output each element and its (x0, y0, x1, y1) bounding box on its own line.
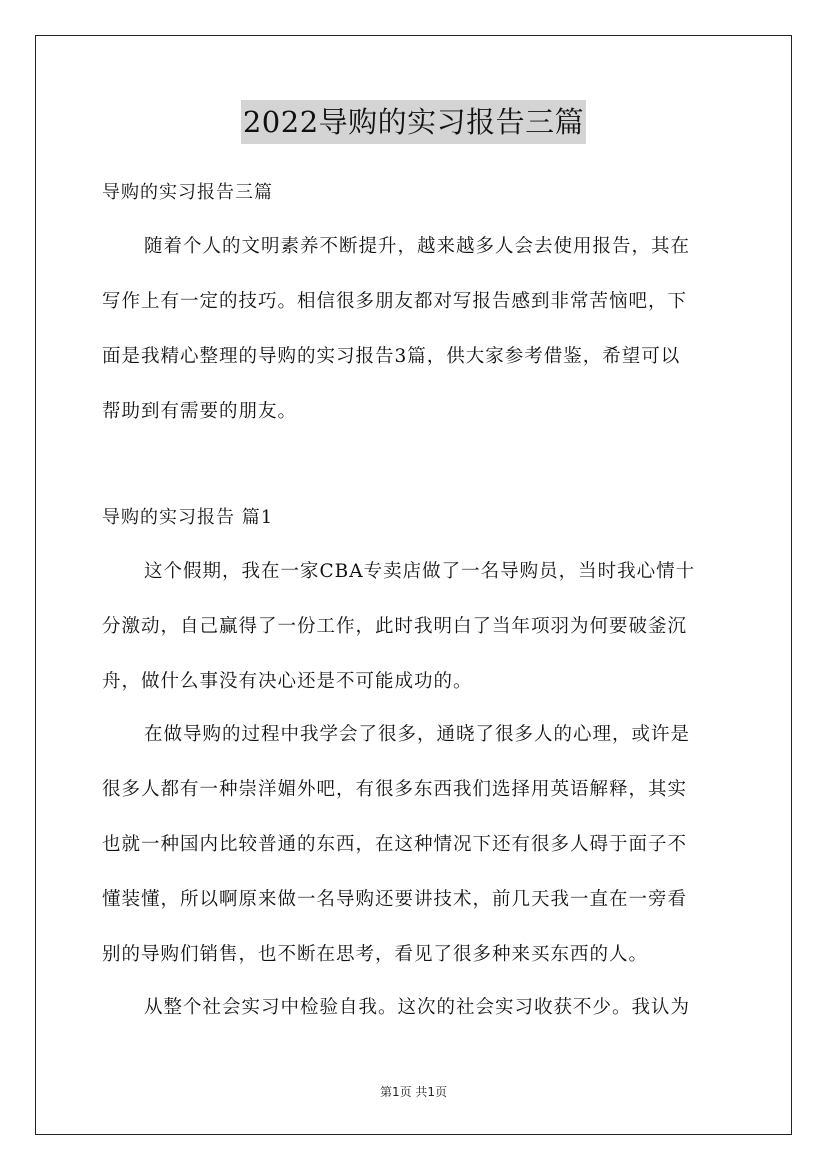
document-title-wrapper (0, 100, 827, 144)
paragraph-1 (102, 544, 726, 709)
text-line: 别的导购们销售，也不断在思考，看见了很多种来买东西的人。 (102, 944, 649, 965)
section-heading: 导购的实习报告 篇1 (102, 507, 274, 528)
text-line: 写作上有一定的技巧。相信很多朋友都对写报告感到非常苦恼吧，下 (102, 291, 688, 312)
text-line: 在做导购的过程中我学会了很多，通晓了很多人的心理，或许是 (144, 724, 691, 745)
text-line: 面是我精心整理的导购的实习报告3篇，供大家参考借鉴，希望可以 (102, 346, 681, 367)
text-line: 也就一种国内比较普通的东西，在这种情况下还有很多人碍于面子不 (102, 834, 688, 855)
paragraph-3 (102, 980, 726, 1035)
text-line: 这个假期，我在一家CBA专卖店做了一名导购员，当时我心情十 (144, 561, 696, 582)
text-line: 舟，做什么事没有决心还是不可能成功的。 (102, 671, 473, 692)
paragraph-2 (102, 707, 726, 982)
text-line: 从整个社会实习中检验自我。这次的社会实习收获不少。我认为 (144, 997, 691, 1018)
document-title: 2022导购的实习报告三篇 (241, 100, 586, 144)
page-footer: 第1页 共1页 (379, 1085, 448, 1099)
document-subtitle: 导购的实习报告三篇 (102, 182, 273, 203)
text-line: 分激动，自己赢得了一份工作，此时我明白了当年项羽为何要破釜沉 (102, 616, 688, 637)
intro-paragraph (102, 219, 726, 439)
text-line: 很多人都有一种崇洋媚外吧，有很多东西我们选择用英语解释，其实 (102, 779, 688, 800)
text-line: 随着个人的文明素养不断提升，越来越多人会去使用报告，其在 (144, 236, 691, 257)
text-line: 懂装懂，所以啊原来做一名导购还要讲技术，前几天我一直在一旁看 (102, 889, 688, 910)
text-line: 帮助到有需要的朋友。 (102, 401, 298, 422)
